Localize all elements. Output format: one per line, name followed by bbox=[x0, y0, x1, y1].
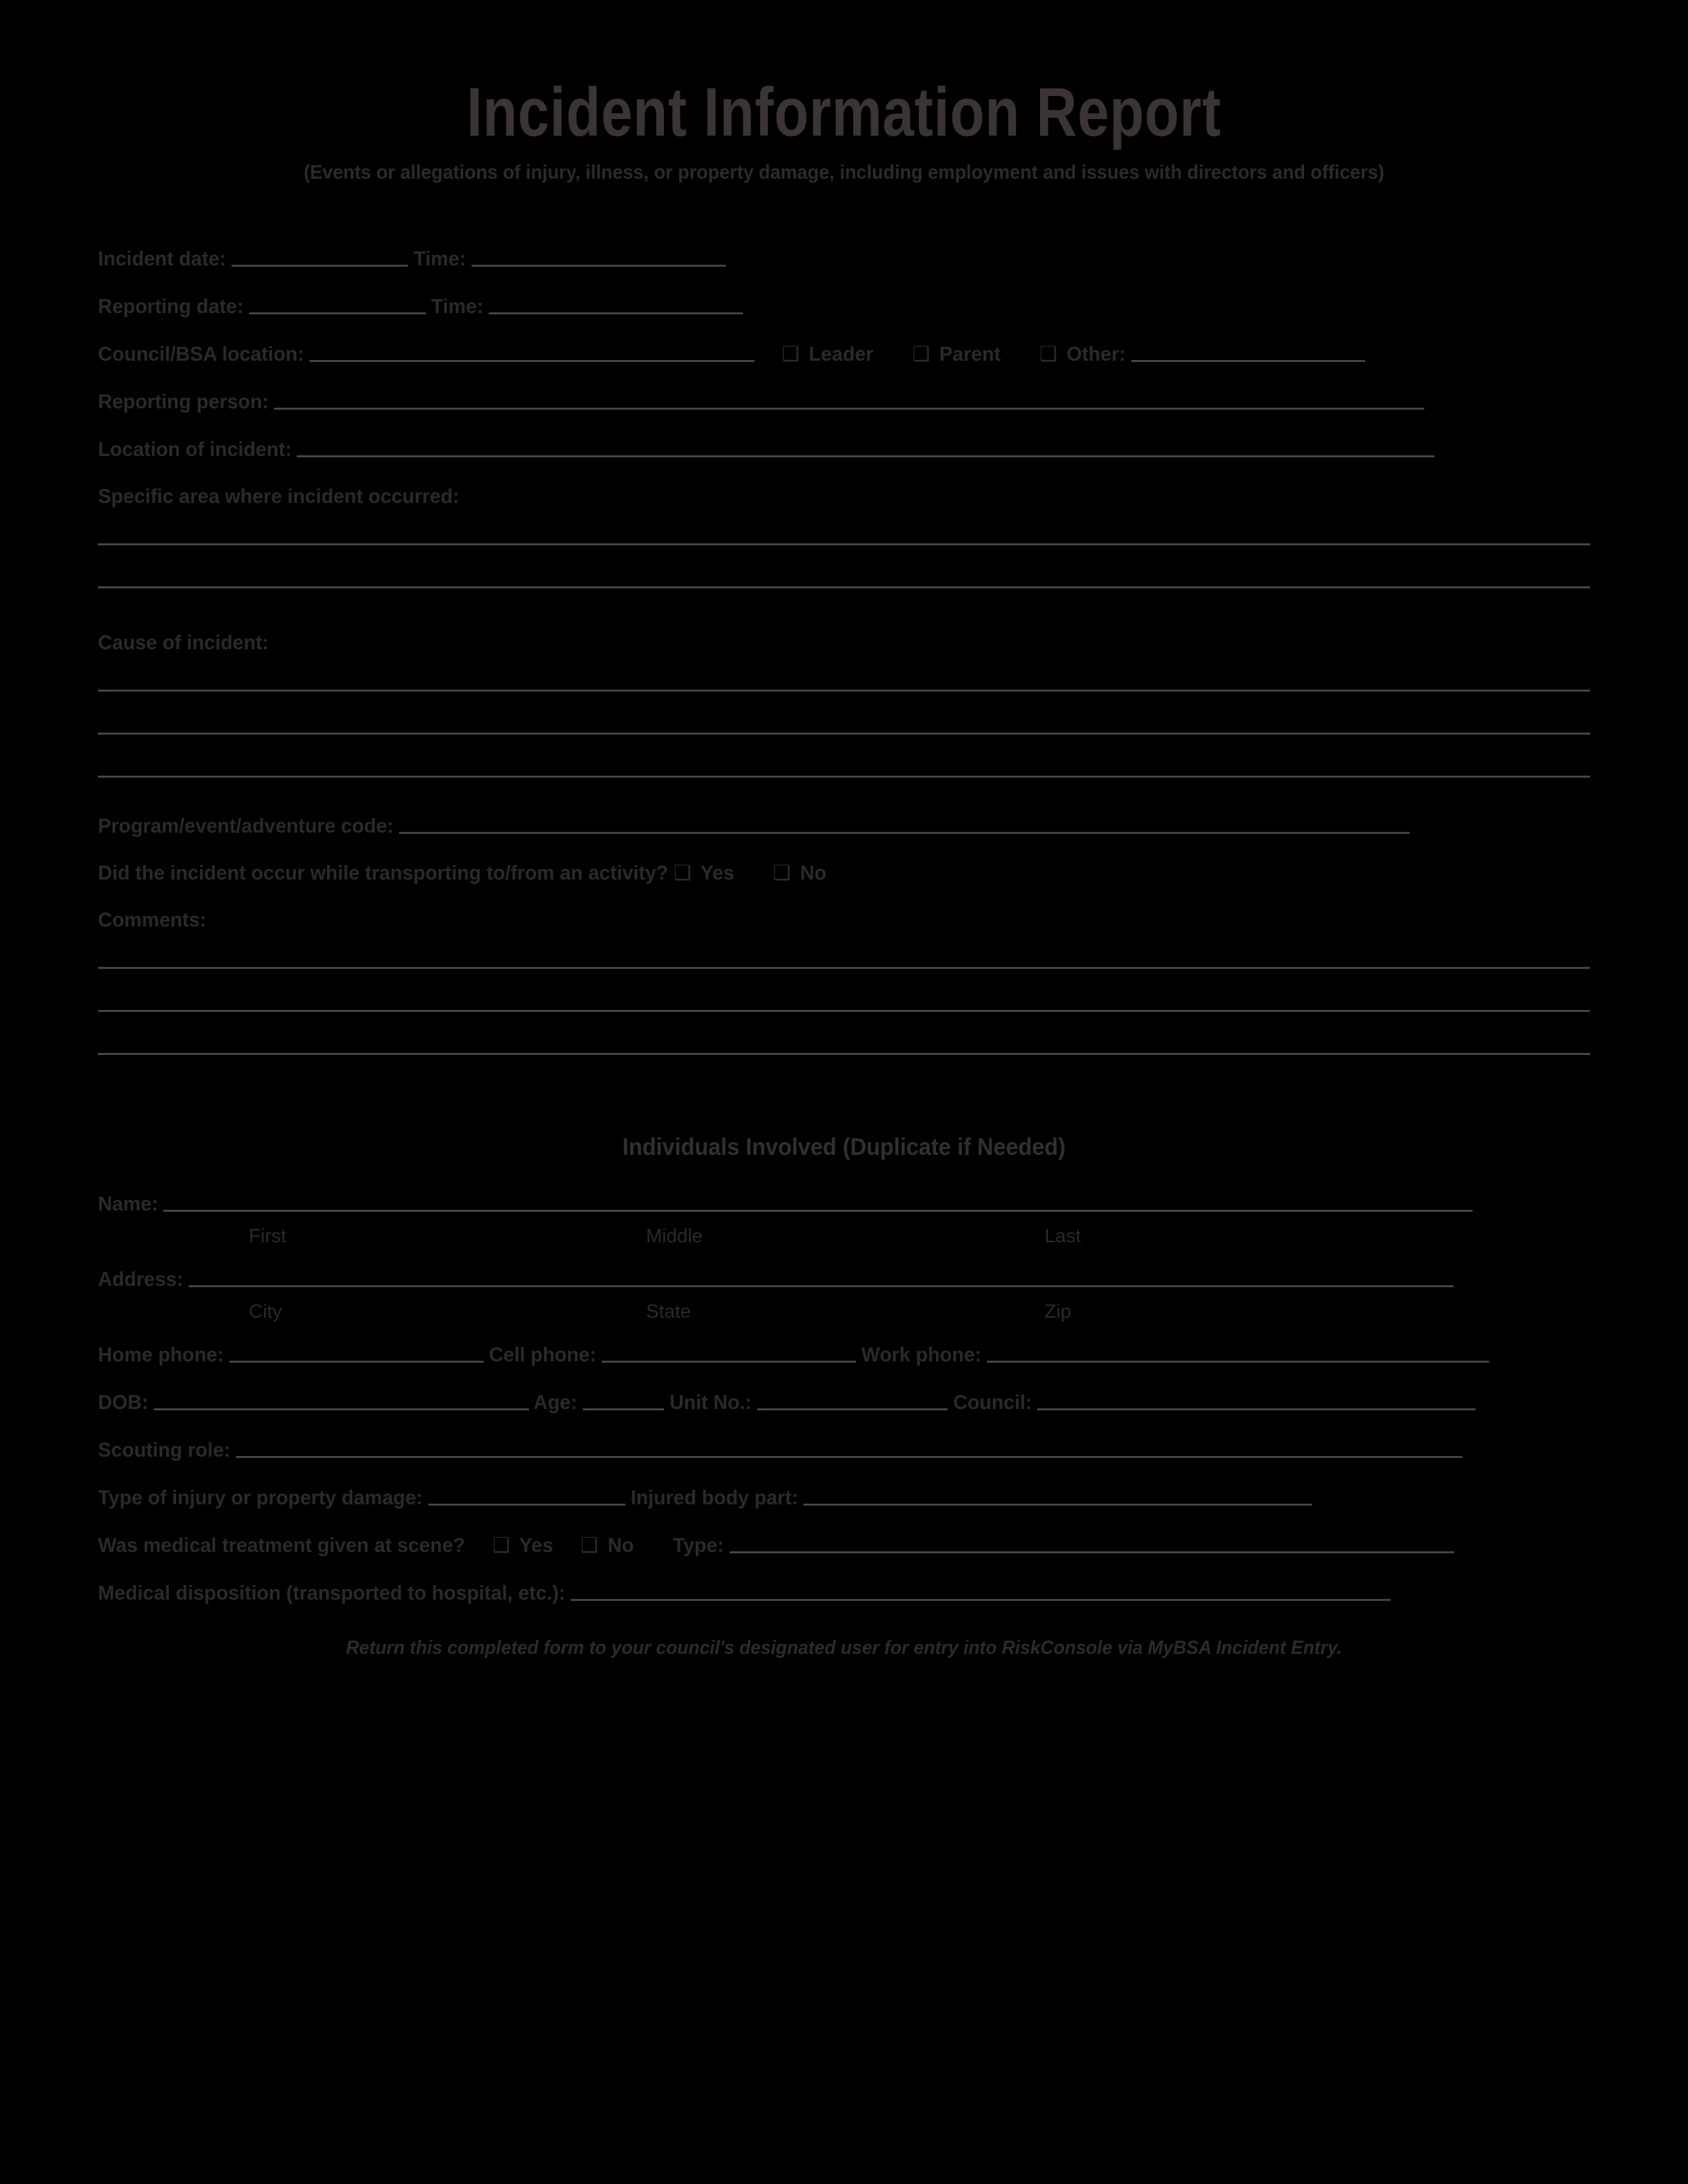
checkbox-label-medical-yes: Yes bbox=[519, 1533, 553, 1557]
individuals-involved-section bbox=[98, 1193, 1590, 1603]
address-sublabels bbox=[98, 1301, 1590, 1333]
footer-note: Return this completed form to your council's designated user for entry into RiskConsole via MyBSA Incident Entry. bbox=[346, 1637, 1342, 1659]
unit-no-label: Unit No.: bbox=[669, 1390, 752, 1414]
injury-type-label: Type of injury or property damage: bbox=[98, 1486, 423, 1509]
council-input[interactable] bbox=[1037, 1391, 1476, 1410]
checkbox-icon-parent[interactable]: ❑ bbox=[912, 342, 930, 365]
name-sublabels bbox=[98, 1226, 1590, 1257]
medical-disposition-label: Medical disposition (transported to hospital, etc.): bbox=[98, 1581, 566, 1604]
medical-type-label: Type: bbox=[673, 1533, 724, 1557]
reporting-time-input[interactable] bbox=[489, 295, 743, 314]
field-row-reporting-person bbox=[98, 390, 1530, 412]
cell-phone-label: Cell phone: bbox=[489, 1343, 596, 1366]
checkbox-icon-leader[interactable]: ❑ bbox=[782, 342, 800, 365]
field-row-incident-date bbox=[98, 248, 1530, 269]
medical-treatment-question-label: Was medical treatment given at scene? bbox=[98, 1533, 465, 1557]
field-row-specific-area bbox=[98, 486, 1530, 506]
comments-input-line-3[interactable] bbox=[98, 1053, 1590, 1055]
medical-type-input[interactable] bbox=[729, 1534, 1454, 1553]
cell-phone-input[interactable] bbox=[602, 1343, 856, 1363]
checkbox-label-transport-yes: Yes bbox=[700, 861, 735, 884]
cause-input-line-3[interactable] bbox=[98, 776, 1590, 778]
work-phone-label: Work phone: bbox=[861, 1343, 982, 1366]
home-phone-input[interactable] bbox=[229, 1343, 483, 1363]
incident-date-label: Incident date: bbox=[98, 247, 226, 270]
incident-time-label: Time: bbox=[413, 247, 466, 270]
address-sublabel-city: City bbox=[249, 1301, 282, 1322]
work-phone-input[interactable] bbox=[987, 1343, 1489, 1363]
page-subtitle: (Events or allegations of injury, illness, or property damage, including employment and issues with directors and officers) bbox=[303, 161, 1385, 183]
specific-area-input-line-1[interactable] bbox=[98, 543, 1590, 545]
cause-of-incident-label: Cause of incident: bbox=[98, 631, 269, 654]
reporting-time-label: Time: bbox=[431, 295, 484, 318]
field-row-name bbox=[98, 1193, 1530, 1214]
checkbox-label-parent: Parent bbox=[939, 342, 1001, 365]
checkbox-label-medical-no: No bbox=[607, 1533, 634, 1557]
checkbox-icon-medical-yes[interactable]: ❑ bbox=[492, 1533, 510, 1557]
field-row-reporting-date bbox=[98, 295, 1530, 316]
field-row-program-code bbox=[98, 815, 1530, 836]
field-row-address bbox=[98, 1268, 1530, 1289]
address-sublabel-state: State bbox=[646, 1301, 691, 1322]
medical-disposition-input[interactable] bbox=[571, 1582, 1390, 1601]
field-row-phones bbox=[98, 1343, 1530, 1365]
field-row-council-location bbox=[98, 343, 1530, 364]
unit-no-input[interactable] bbox=[757, 1391, 948, 1410]
address-input[interactable] bbox=[189, 1268, 1453, 1287]
home-phone-label: Home phone: bbox=[98, 1343, 224, 1366]
name-input[interactable] bbox=[164, 1193, 1473, 1212]
council-location-label: Council/BSA location: bbox=[98, 342, 305, 365]
field-row-injury-type bbox=[98, 1486, 1530, 1508]
other-role-input[interactable] bbox=[1131, 343, 1365, 362]
name-sublabel-last: Last bbox=[1045, 1226, 1081, 1247]
dob-input[interactable] bbox=[154, 1391, 528, 1410]
transport-question-label: Did the incident occur while transporting to/from an activity? bbox=[98, 861, 669, 884]
reporting-date-input[interactable] bbox=[249, 295, 426, 314]
cause-input-line-2[interactable] bbox=[98, 733, 1590, 735]
name-sublabel-middle: Middle bbox=[646, 1226, 703, 1247]
program-code-input[interactable] bbox=[399, 815, 1409, 834]
reporting-person-label: Reporting person: bbox=[98, 390, 269, 413]
scouting-role-input[interactable] bbox=[236, 1439, 1462, 1458]
injured-body-part-input[interactable] bbox=[804, 1486, 1312, 1506]
checkbox-label-transport-no: No bbox=[800, 861, 827, 884]
page-title: Incident Information Report bbox=[466, 74, 1222, 151]
incident-date-input[interactable] bbox=[232, 248, 408, 267]
checkbox-icon-transport-no[interactable]: ❑ bbox=[773, 861, 791, 884]
individuals-section-title: Individuals Involved (Duplicate if Needed) bbox=[622, 1133, 1066, 1160]
field-row-dob-age-unit-council bbox=[98, 1391, 1530, 1412]
name-label: Name: bbox=[98, 1192, 158, 1215]
field-row-medical-disposition bbox=[98, 1582, 1530, 1603]
council-label: Council: bbox=[953, 1390, 1033, 1414]
incident-time-input[interactable] bbox=[471, 248, 726, 267]
comments-label: Comments: bbox=[98, 908, 207, 931]
address-sublabel-zip: Zip bbox=[1045, 1301, 1072, 1322]
checkbox-label-other: Other: bbox=[1066, 342, 1126, 365]
location-of-incident-label: Location of incident: bbox=[98, 437, 292, 461]
field-row-scouting-role bbox=[98, 1439, 1530, 1460]
name-sublabel-first: First bbox=[249, 1226, 287, 1247]
field-row-comments bbox=[98, 909, 1530, 930]
program-code-label: Program/event/adventure code: bbox=[98, 814, 394, 837]
field-row-transport-question bbox=[98, 862, 1530, 883]
checkbox-icon-transport-yes[interactable]: ❑ bbox=[673, 861, 692, 884]
reporting-date-label: Reporting date: bbox=[98, 295, 244, 318]
age-input[interactable] bbox=[583, 1391, 664, 1410]
checkbox-icon-other[interactable]: ❑ bbox=[1039, 342, 1058, 365]
checkbox-label-leader: Leader bbox=[808, 342, 874, 365]
scouting-role-label: Scouting role: bbox=[98, 1438, 231, 1461]
dob-label: DOB: bbox=[98, 1390, 149, 1414]
injury-type-input[interactable] bbox=[428, 1486, 626, 1506]
location-of-incident-input[interactable] bbox=[297, 438, 1434, 457]
comments-input-line-1[interactable] bbox=[98, 967, 1590, 969]
address-label: Address: bbox=[98, 1267, 183, 1291]
cause-input-line-1[interactable] bbox=[98, 690, 1590, 692]
incident-information-section bbox=[98, 248, 1590, 1055]
field-row-medical-treatment bbox=[98, 1534, 1530, 1555]
reporting-person-input[interactable] bbox=[274, 390, 1425, 410]
injured-body-part-label: Injured body part: bbox=[630, 1486, 798, 1509]
comments-input-line-2[interactable] bbox=[98, 1010, 1590, 1012]
field-row-cause-of-incident bbox=[98, 632, 1530, 653]
council-location-input[interactable] bbox=[310, 343, 755, 362]
specific-area-label: Specific area where incident occurred: bbox=[98, 484, 459, 508]
specific-area-input-line-2[interactable] bbox=[98, 586, 1590, 588]
field-row-location-of-incident bbox=[98, 438, 1530, 459]
age-label: Age: bbox=[533, 1390, 578, 1414]
checkbox-icon-medical-no[interactable]: ❑ bbox=[581, 1533, 598, 1557]
